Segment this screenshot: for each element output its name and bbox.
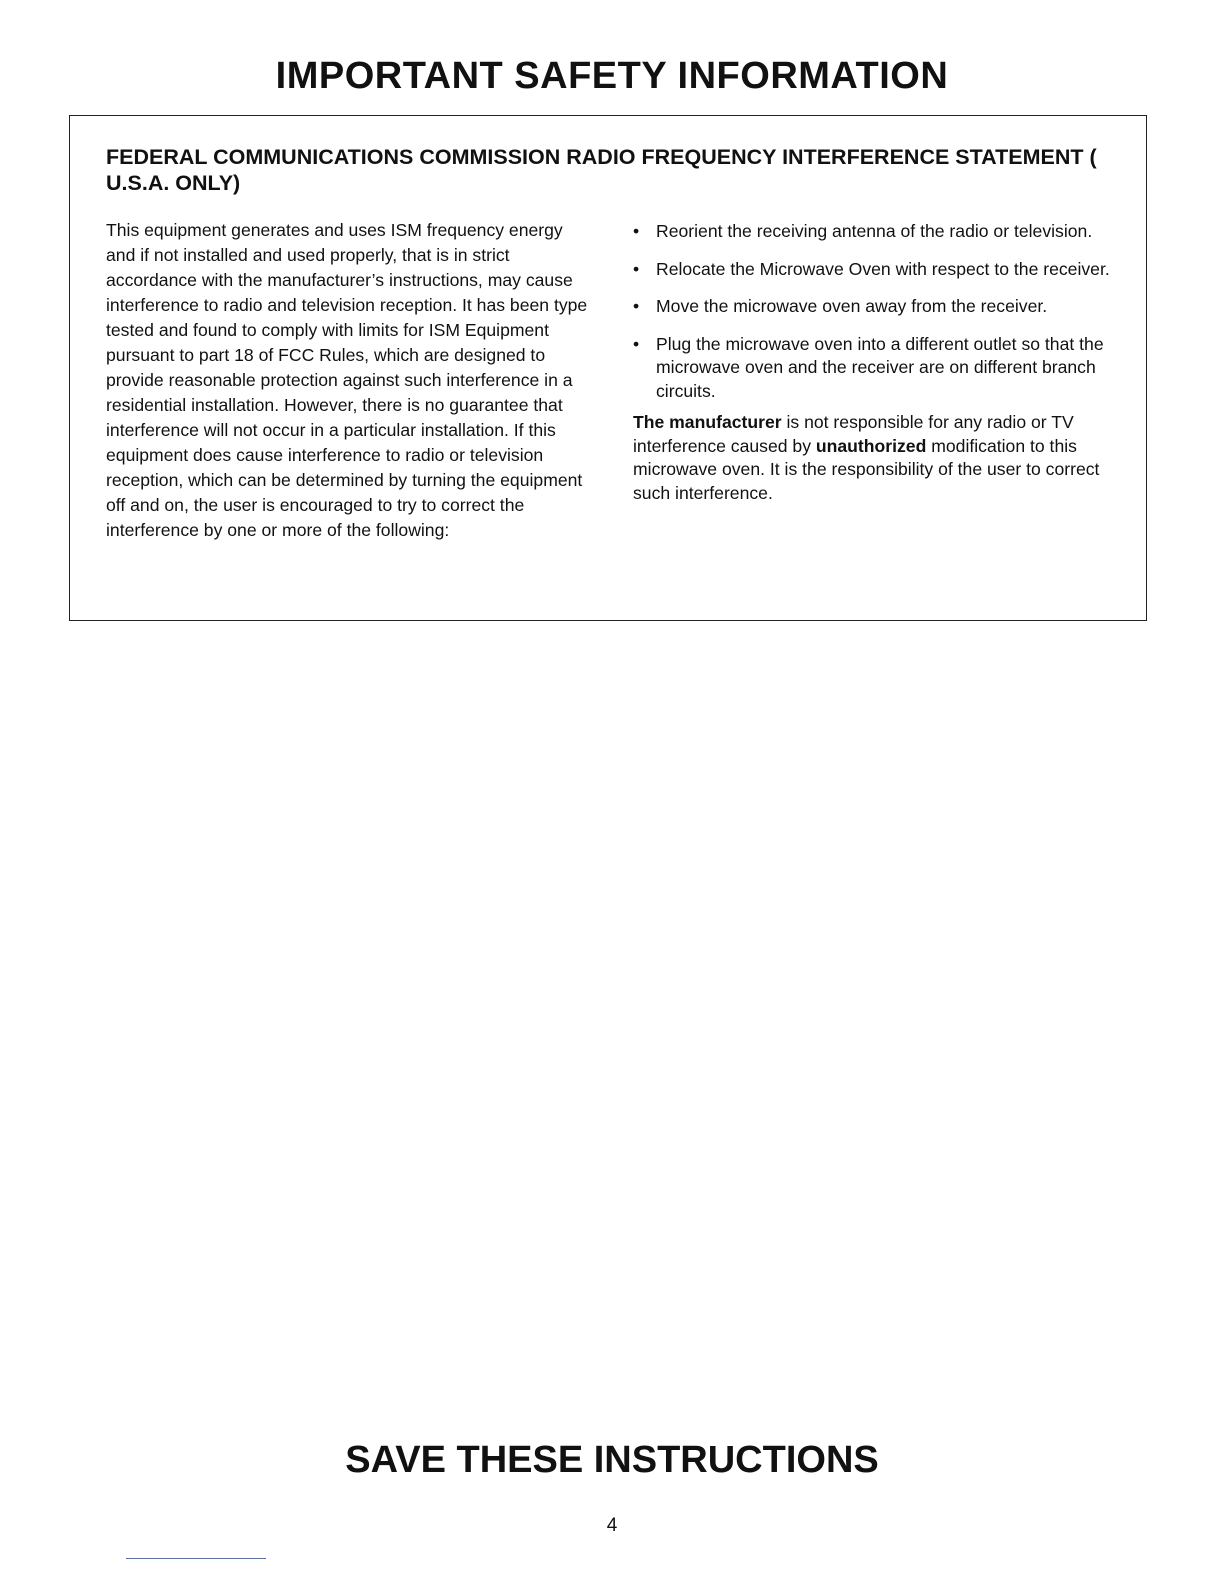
fcc-statement-box [69, 115, 1147, 621]
fcc-bullet-list [633, 220, 1123, 403]
page-title: IMPORTANT SAFETY INFORMATION [275, 55, 949, 97]
fcc-heading: FEDERAL COMMUNICATIONS COMMISSION RADIO FREQUENCY INTERFERENCE STATEMENT ( U.S.A. ONLY) [106, 145, 1097, 195]
bullet-icon: • [633, 258, 640, 279]
manufacturer-disclaimer [633, 411, 1123, 505]
disclaimer-emphasis: unauthorized [815, 435, 927, 456]
list-item [633, 220, 1123, 244]
page-number: 4 [606, 1515, 618, 1536]
bullet-text: Relocate the Microwave Oven with respect to the receiver. [656, 258, 1110, 279]
list-item [633, 333, 1123, 404]
bullet-icon: • [633, 333, 640, 354]
bullet-icon: • [633, 221, 640, 241]
disclaimer-text-1: is not responsible for any radio or TV interference caused by [633, 412, 1074, 456]
bullet-icon: • [633, 296, 640, 316]
disclaimer-text-2: modification to this microwave oven. It is the responsibility of the user to correct such interference. [633, 435, 1100, 503]
list-item [633, 295, 1123, 319]
bullet-text: Plug the microwave oven into a different outlet so that the microwave oven and the receiver are on different branch circuits. [656, 333, 1104, 401]
fcc-paragraph: This equipment generates and uses ISM frequency energy and if not installed and used properly, that is in strict accordance with the manufacturer’s instructions, may cause interference to radio and television reception. It has been type tested and found to comply with limits for ISM Equipment pursuant to part 18 of FCC Rules, which are designed to provide reasonable protection against such interference in a residential installation. However, there is no guarantee that interference will not occur in a particular installation. If this equipment does cause interference to radio or television reception, which can be determined by turning the equipment off and on, the user is encouraged to try to correct the interference by one or more of the following: [106, 220, 588, 540]
save-instructions-title: SAVE THESE INSTRUCTIONS [345, 1439, 879, 1481]
list-item [633, 258, 1123, 282]
bullet-text: Reorient the receiving antenna of the radio or television. [656, 221, 1093, 241]
fcc-right-column [633, 220, 1123, 505]
footer-divider [126, 1558, 266, 1559]
bullet-text: Move the microwave oven away from the receiver. [656, 296, 1048, 316]
disclaimer-lead: The manufacturer [633, 412, 782, 432]
